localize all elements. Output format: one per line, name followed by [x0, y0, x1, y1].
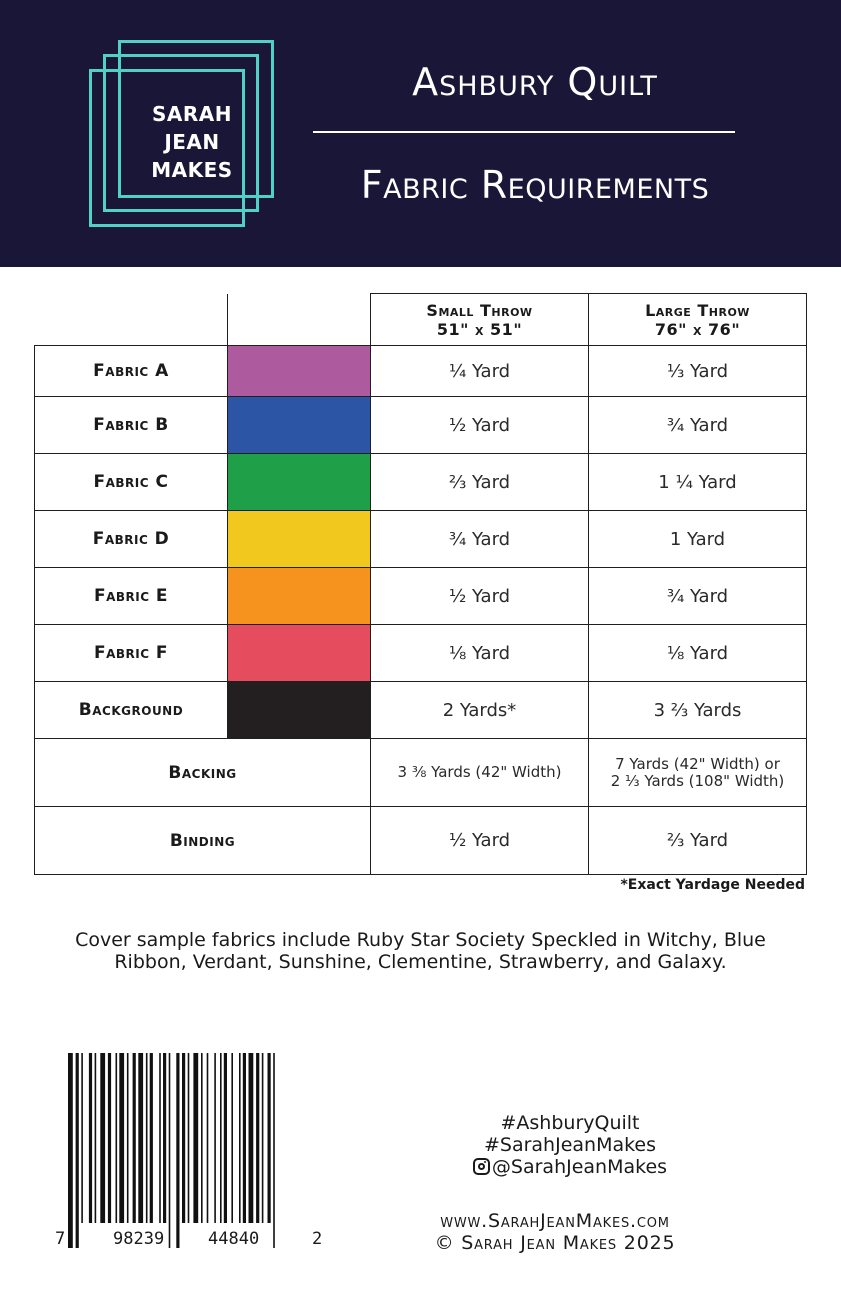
cover-note-line: Cover sample fabrics include Ruby Star Society Speckled in Witchy, Blue [75, 929, 766, 951]
small-throw-qty: 3 ⅜ Yards (42" Width) [371, 739, 589, 807]
barcode-digit: 98239 [113, 1229, 165, 1249]
column-header-name: Large Throw [645, 300, 750, 320]
barcode-bar [146, 1053, 148, 1223]
logo-line: SARAH [152, 102, 232, 126]
barcode-digit: 44840 [208, 1229, 260, 1249]
large-throw-qty: ¾ Yard [589, 397, 807, 454]
table-row [35, 346, 807, 397]
row-label: Fabric E [35, 568, 228, 625]
small-throw-qty: ¾ Yard [371, 511, 589, 568]
column-header-name: Small Throw [426, 300, 533, 320]
footer [390, 1210, 720, 1254]
barcode-bar [268, 1053, 271, 1223]
column-header-size: 76" x 76" [654, 319, 741, 339]
large-throw-qty: 1 ¼ Yard [589, 454, 807, 511]
cover-note-line: Ribbon, Verdant, Sunshine, Clementine, Strawberry, and Galaxy. [114, 951, 727, 973]
large-throw-qty [589, 739, 807, 807]
barcode-bar [95, 1053, 97, 1223]
instagram-icon [473, 1158, 490, 1175]
table-row [35, 397, 807, 454]
table-row [35, 568, 807, 625]
barcode-bar [243, 1053, 246, 1223]
barcode-bar [182, 1053, 185, 1223]
table-row [35, 682, 807, 739]
table-row [35, 625, 807, 682]
barcode-bar [273, 1053, 275, 1248]
pattern-title: Ashbury Quilt [412, 60, 658, 104]
barcode-bar [89, 1053, 92, 1223]
row-label: Fabric D [35, 511, 228, 568]
row-label: Fabric F [35, 625, 228, 682]
barcode-bar [119, 1053, 124, 1223]
fabric-swatch [228, 454, 371, 511]
row-label: Fabric C [35, 454, 228, 511]
hashtag: #AshburyQuilt [500, 1112, 640, 1134]
yardage-footnote: *Exact Yardage Needed [620, 877, 805, 893]
barcode-bar [163, 1053, 166, 1223]
barcode-bar [68, 1053, 73, 1248]
title-divider [313, 131, 735, 133]
barcode-bar [220, 1053, 222, 1223]
logo-line: MAKES [151, 158, 233, 182]
barcode-bar [231, 1053, 233, 1223]
fabric-swatch [228, 511, 371, 568]
logo-line: JEAN [164, 130, 220, 154]
barcode-bar [207, 1053, 209, 1223]
page-subtitle: Fabric Requirements [360, 163, 710, 207]
large-throw-qty: ⅓ Yard [589, 346, 807, 397]
binding-row [35, 807, 807, 875]
barcode-bar [249, 1053, 254, 1223]
row-label: Fabric A [35, 346, 228, 397]
barcode-bar [133, 1053, 136, 1223]
barcode-bar [116, 1053, 118, 1223]
header-band [0, 0, 841, 267]
barcode-bar [201, 1053, 203, 1223]
qty-line: 2 ⅓ Yards (108" Width) [610, 771, 785, 790]
fabric-requirements-table [34, 293, 807, 875]
row-label: Backing [35, 739, 371, 807]
large-throw-qty: ¾ Yard [589, 568, 807, 625]
fabric-swatch [228, 568, 371, 625]
barcode-bar [169, 1053, 171, 1248]
barcode-bar [224, 1053, 227, 1223]
barcode-digit: 7 [55, 1229, 66, 1249]
barcode-bar [108, 1053, 111, 1223]
copyright: © Sarah Jean Makes 2025 [434, 1232, 676, 1254]
large-throw-qty: ⅛ Yard [589, 625, 807, 682]
hashtag: #SarahJeanMakes [483, 1134, 657, 1156]
barcode-bar [262, 1053, 264, 1223]
small-throw-qty: 2 Yards* [371, 682, 589, 739]
instagram-handle-line [420, 1156, 720, 1178]
column-header-size: 51" x 51" [436, 319, 523, 339]
backing-row [35, 739, 807, 807]
fabric-swatch [228, 346, 371, 397]
logo-text [132, 100, 252, 184]
table-row [35, 511, 807, 568]
row-label: Fabric B [35, 397, 228, 454]
fabric-swatch [228, 625, 371, 682]
large-throw-qty: ⅔ Yard [589, 807, 807, 875]
barcode-icon [50, 1053, 340, 1253]
column-header-small-throw [371, 294, 589, 346]
website-link[interactable]: www.SarahJeanMakes.com [440, 1210, 670, 1232]
table-header-row [35, 294, 807, 346]
barcode-bar [81, 1053, 83, 1223]
small-throw-qty: ¼ Yard [371, 346, 589, 397]
small-throw-qty: ½ Yard [371, 397, 589, 454]
barcode-bar [100, 1053, 105, 1223]
barcode-bar [76, 1053, 79, 1248]
barcode-bar [214, 1053, 216, 1223]
qty-line: 7 Yards (42" Width) or [615, 754, 780, 773]
row-label: Background [35, 682, 228, 739]
barcode-bar [239, 1053, 241, 1223]
table-row [35, 454, 807, 511]
social-links [420, 1112, 720, 1178]
barcode-bars [50, 1053, 340, 1253]
barcode-bar [188, 1053, 190, 1223]
barcode-bar [127, 1053, 129, 1223]
barcode-bar [176, 1053, 179, 1248]
small-throw-qty: ⅔ Yard [371, 454, 589, 511]
cover-sample-note [30, 929, 811, 973]
barcode-bar [193, 1053, 198, 1223]
brand-logo [88, 38, 278, 230]
row-label: Binding [35, 807, 371, 875]
large-throw-qty: 1 Yard [589, 511, 807, 568]
barcode-bar [256, 1053, 259, 1223]
barcode-bar [138, 1053, 143, 1223]
fabric-swatch [228, 397, 371, 454]
small-throw-qty: ½ Yard [371, 807, 589, 875]
small-throw-qty: ½ Yard [371, 568, 589, 625]
barcode-bar [150, 1053, 153, 1223]
instagram-handle: @SarahJeanMakes [491, 1156, 668, 1178]
column-header-large-throw [589, 294, 807, 346]
barcode-bar [159, 1053, 161, 1223]
large-throw-qty: 3 ⅔ Yards [589, 682, 807, 739]
small-throw-qty: ⅛ Yard [371, 625, 589, 682]
barcode-digit: 2 [312, 1229, 323, 1249]
fabric-swatch [228, 682, 371, 739]
